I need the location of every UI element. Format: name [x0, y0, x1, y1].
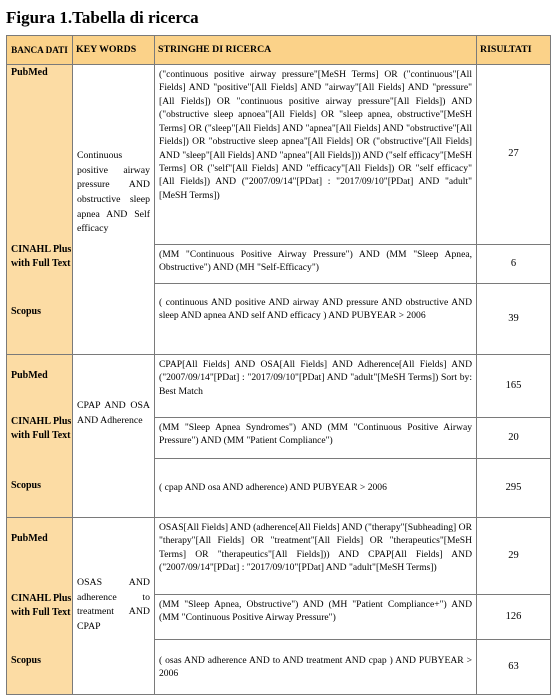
keywords-text: OSAS AND adherence to treatment AND CPAP: [77, 577, 150, 633]
result-count: 20: [477, 418, 551, 459]
db-cell-group3: [7, 518, 73, 695]
keywords-text: CPAP AND OSA AND Adherence: [77, 400, 150, 426]
db-name: Scopus: [11, 480, 42, 491]
search-string: ( osas AND adherence AND to AND treatment AND cpap ) AND PUBYEAR > 2006: [155, 640, 477, 695]
result-count: 29: [477, 518, 551, 595]
db-name: CINAHL Plus with Full Text: [11, 593, 72, 618]
header-db: BANCA DATI: [7, 36, 73, 65]
search-string: (MM "Sleep Apnea Syndromes") AND (MM "Continuous Positive Airway Pressure") AND (MM "Patient Compliance"): [155, 418, 477, 459]
db-name: CINAHL Plus with Full Text: [11, 416, 72, 441]
keywords-cell: [73, 355, 155, 518]
db-cell-group2: [7, 355, 73, 518]
header-strings: STRINGHE DI RICERCA: [155, 36, 477, 65]
header-row: [7, 36, 551, 65]
keywords-text: Continuous positive airway pressure AND obstructive sleep apnea AND Self efficacy: [77, 150, 150, 235]
keywords-cell: [73, 518, 155, 695]
result-count: 6: [477, 245, 551, 284]
table-row: [7, 355, 551, 418]
table-row: [7, 65, 551, 245]
result-count: 165: [477, 355, 551, 418]
db-name: Scopus: [11, 306, 42, 317]
db-cell-group1: [7, 65, 73, 355]
result-count: 126: [477, 595, 551, 640]
keywords-cell: [73, 65, 155, 355]
search-string: (MM "Sleep Apnea, Obstructive") AND (MH "Patient Compliance+") AND (MM "Continuous Positive Airway Pressure"): [155, 595, 477, 640]
search-string: (MM "Continuous Positive Airway Pressure") AND (MM "Sleep Apnea, Obstructive") AND (MH "Self-Efficacy"): [155, 245, 477, 284]
search-string: ( cpap AND osa AND adherence) AND PUBYEAR > 2006: [155, 459, 477, 518]
db-name: Scopus: [11, 655, 42, 666]
result-count: 63: [477, 640, 551, 695]
db-name: PubMed: [11, 533, 48, 544]
table-row: [7, 518, 551, 595]
search-table: [6, 35, 551, 695]
result-count: 295: [477, 459, 551, 518]
result-count: 39: [477, 284, 551, 355]
header-results: RISULTATI: [477, 36, 551, 65]
header-keywords: KEY WORDS: [73, 36, 155, 65]
search-string: ("continuous positive airway pressure"[MeSH Terms] OR ("continuous"[All Fields] AND "positive"[All Fields] AND "airway"[All Fields] AND "pressure"[All Fields]) OR "continuous positive airway pressure"[All Fields]) AND ("obstructive sleep apnoea"[All Fields] OR "sleep apnea, obstructive"[MeSH Terms] OR ("sleep"[All Fields] AND "apnea"[All Fields] AND "obstructive"[All Fields]) OR "obstructive sleep apnea"[All Fields] OR ("obstructive"[All Fields] AND "sleep"[All Fields] AND "apnea"[All Fields])) AND ("self efficacy"[MeSH Terms] OR ("self"[All Fields] AND "efficacy"[All Fields]) OR "self efficacy"[All Fields]) AND ("2007/09/14"[PDat] : "2017/09/10"[PDat] AND "adult"[MeSH Terms]): [155, 65, 477, 245]
search-string: CPAP[All Fields] AND OSA[All Fields] AND Adherence[All Fields] AND ("2007/09/14"[PDat] : "2017/09/10"[PDat] AND "adult"[MeSH Terms]) Sort by: Best Match: [155, 355, 477, 418]
db-name: CINAHL Plus with Full Text: [11, 244, 72, 269]
search-string: ( continuous AND positive AND airway AND pressure AND obstructive AND sleep AND apnea AND self AND efficacy ) AND PUBYEAR > 2006: [155, 284, 477, 355]
table-title: Figura 1.Tabella di ricerca: [6, 8, 199, 27]
result-count: 27: [477, 65, 551, 245]
search-string: OSAS[All Fields] AND (adherence[All Fields] AND ("therapy"[Subheading] OR "therapy"[All Fields] OR "treatment"[All Fields] OR "therapeutics"[MeSH Terms] OR "therapeutics"[All Fields])) AND CPAP[All Fields] AND ("2007/09/14"[PDat] : "2017/09/10"[PDat] AND "adult"[MeSH Terms]): [155, 518, 477, 595]
db-name: PubMed: [11, 370, 48, 381]
db-name: PubMed: [11, 67, 48, 78]
